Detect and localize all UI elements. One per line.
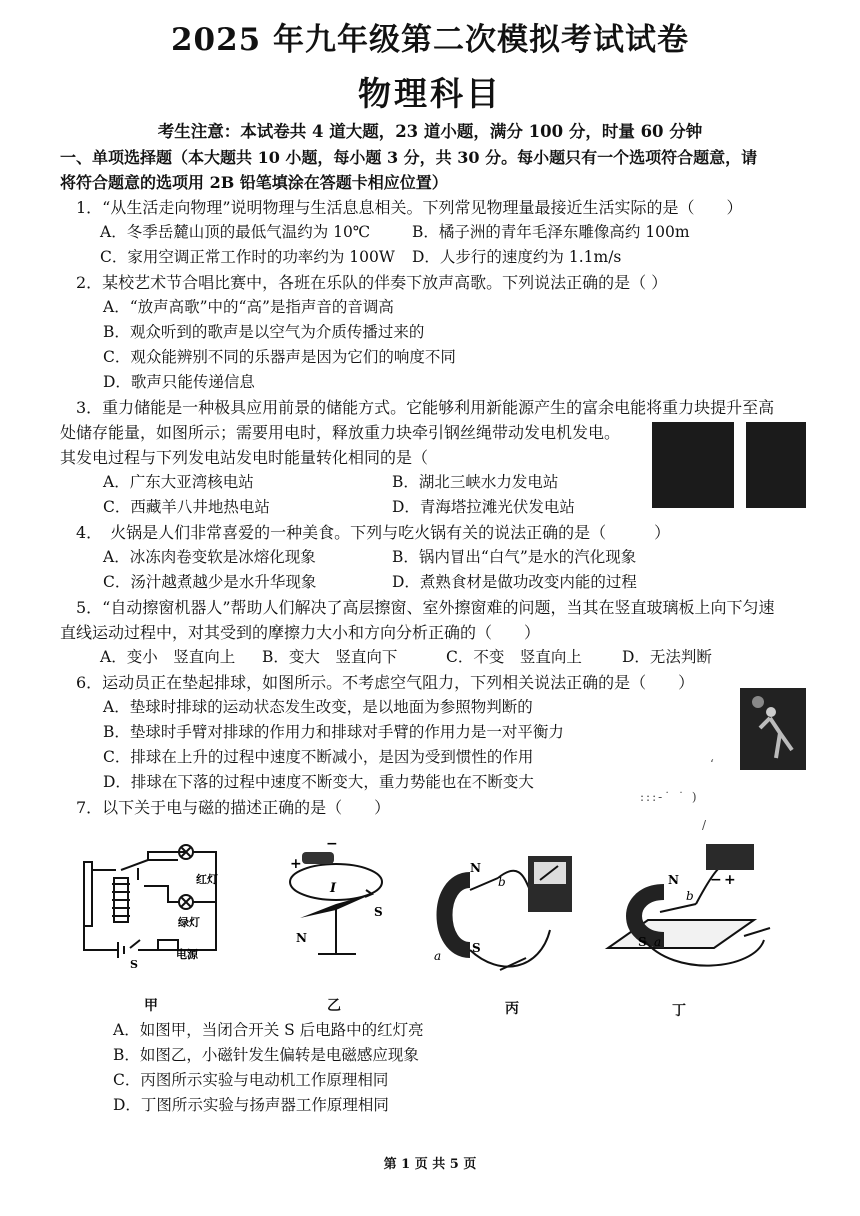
q3-option-c: C．西藏羊八井地热电站 — [103, 498, 270, 516]
q3-option-d: D．青海塔拉滩光伏发电站 — [392, 498, 575, 516]
q2-option-b: B．观众听到的歌声是以空气为介质传播过来的 — [103, 323, 425, 341]
figure-bing-induction — [430, 850, 590, 980]
q4-option-c: C．汤汁越煮越少是水升华现象 — [103, 573, 317, 591]
section-heading-line2: 将符合题意的选项用 2B 铅笔填涂在答题卡相应位置） — [60, 173, 448, 192]
q5-option-d: D．无法判断 — [622, 648, 712, 666]
q1-option-c: C．家用空调正常工作时的功率约为 100W — [100, 248, 395, 266]
subject-title: 物理科目 — [358, 74, 502, 113]
figure-ding-motor — [604, 840, 784, 980]
q3-storage-photo-right — [746, 422, 806, 508]
q6-option-b: B．垫球时手臂对排球的作用力和排球对手臂的作用力是一对平衡力 — [103, 723, 564, 741]
page-number: 第 1 页 共 5 页 — [383, 1157, 477, 1172]
q6-option-d: D．排球在下落的过程中速度不断变大，重力势能也在不断变大 — [103, 773, 534, 791]
figure-yi-oersted — [280, 836, 390, 966]
q5-stem-line2: 直线运动过程中，对其受到的摩擦力大小和方向分析正确的（ ） — [60, 623, 541, 642]
q4-option-d: D．煮熟食材是做功改变内能的过程 — [392, 573, 637, 591]
magnet-north: N — [470, 861, 481, 875]
figure-jia-relay-circuit — [78, 840, 228, 980]
exam-notice: 考生注意：本试卷共 4 道大题，23 道小题，满分 100 分，时量 60 分钟 — [157, 122, 703, 141]
needle-south: S — [374, 905, 383, 919]
scan-speck: / — [702, 818, 707, 832]
label-switch: S — [130, 958, 138, 971]
label-b: b — [498, 875, 506, 889]
current-label: I — [330, 881, 337, 896]
q5-option-a: A．变小 竖直向上 — [100, 648, 236, 666]
q3-storage-photo-left — [652, 422, 734, 508]
q2-stem: 2．某校艺术节合唱比赛中，各班在乐队的伴奏下放声高歌。下列说法正确的是（ ） — [76, 273, 668, 292]
q1-stem: 1．“从生活走向物理”说明物理与生活息息相关。下列常见物理量最接近生活实际的是（ ） — [76, 198, 743, 217]
battery-minus: − — [326, 836, 338, 852]
scan-speck: :::-˙ ˙ ) — [640, 790, 699, 804]
label-red-lamp: 红灯 — [196, 873, 218, 886]
caption-yi: 乙 — [327, 998, 341, 1014]
q6-option-a: A．垫球时排球的运动状态发生改变，是以地面为参照物判断的 — [103, 698, 533, 716]
q5-stem-line1: 5．“自动擦窗机器人”帮助人们解决了高层擦窗、室外擦窗难的问题，当其在竖直玻璃板上向下匀速 — [76, 598, 775, 617]
q1-option-a: A．冬季岳麓山顶的最低气温约为 10℃ — [100, 223, 371, 241]
label-a: a — [434, 949, 442, 963]
q7-option-d: D．丁图所示实验与扬声器工作原理相同 — [113, 1096, 389, 1114]
q2-option-a: A．“放声高歌”中的“高”是指声音的音调高 — [103, 298, 394, 316]
caption-ding: 丁 — [672, 1003, 686, 1019]
label-a: a — [654, 935, 662, 949]
q7-option-a: A．如图甲，当闭合开关 S 后电路中的红灯亮 — [113, 1021, 424, 1039]
q3-stem-line3: 其发电过程与下列发电站发电时能量转化相同的是（ — [60, 448, 429, 467]
q5-option-c: C．不变 竖直向上 — [446, 648, 582, 666]
exam-title: 2025 年九年级第二次模拟考试试卷 — [170, 22, 690, 58]
q4-stem: 4． 火锅是人们非常喜爱的一种美食。下列与吃火锅有关的说法正确的是（ ） — [76, 523, 671, 542]
q7-option-b: B．如图乙，小磁针发生偏转是电磁感应现象 — [113, 1046, 419, 1064]
q5-option-b: B．变大 竖直向下 — [262, 648, 398, 666]
caption-jia: 甲 — [144, 998, 158, 1014]
battery-plus: + — [290, 856, 302, 872]
q3-option-a: A．广东大亚湾核电站 — [103, 473, 254, 491]
magnet-south: S — [638, 935, 647, 949]
label-green-lamp: 绿灯 — [178, 916, 200, 929]
q4-option-b: B．锅内冒出“白气”是水的汽化现象 — [392, 548, 637, 566]
q3-stem-line2: 处储存能量，如图所示；需要用电时，释放重力块牵引钢丝绳带动发电机发电。 — [60, 423, 621, 442]
section-heading-line1: 一、单项选择题（本大题共 10 小题，每小题 3 分，共 30 分。每小题只有一个选项符合题意，请 — [60, 148, 758, 167]
q3-option-b: B．湖北三峡水力发电站 — [392, 473, 559, 491]
q2-option-c: C．观众能辨别不同的乐器声是因为它们的响度不同 — [103, 348, 456, 366]
q6-volleyball-photo — [740, 688, 806, 770]
scan-speck: ‘ — [710, 757, 714, 771]
magnet-north: N — [668, 873, 679, 887]
q1-option-b: B．橘子洲的青年毛泽东雕像高约 100m — [412, 223, 690, 241]
magnet-south: S — [472, 941, 481, 955]
q1-option-d: D．人步行的速度约为 1.1m/s — [412, 248, 622, 266]
caption-bing: 丙 — [505, 1001, 519, 1017]
needle-north: N — [296, 931, 307, 945]
supply-minus: − — [710, 872, 722, 888]
q7-option-c: C．丙图所示实验与电动机工作原理相同 — [113, 1071, 389, 1089]
q6-stem: 6．运动员正在垫起排球，如图所示。不考虑空气阻力，下列相关说法正确的是（ ） — [76, 673, 695, 692]
q4-option-a: A．冰冻肉卷变软是冰熔化现象 — [103, 548, 316, 566]
q3-stem-line1: 3．重力储能是一种极具应用前景的储能方式。它能够利用新能源产生的富余电能将重力块提升至高 — [76, 398, 775, 417]
label-power: 电源 — [176, 948, 198, 961]
q7-stem: 7．以下关于电与磁的描述正确的是（ ） — [76, 798, 391, 817]
label-b: b — [686, 889, 694, 903]
supply-plus: + — [724, 872, 736, 888]
q2-option-d: D．歌声只能传递信息 — [103, 373, 255, 391]
q6-option-c: C．排球在上升的过程中速度不断减小，是因为受到惯性的作用 — [103, 748, 534, 766]
